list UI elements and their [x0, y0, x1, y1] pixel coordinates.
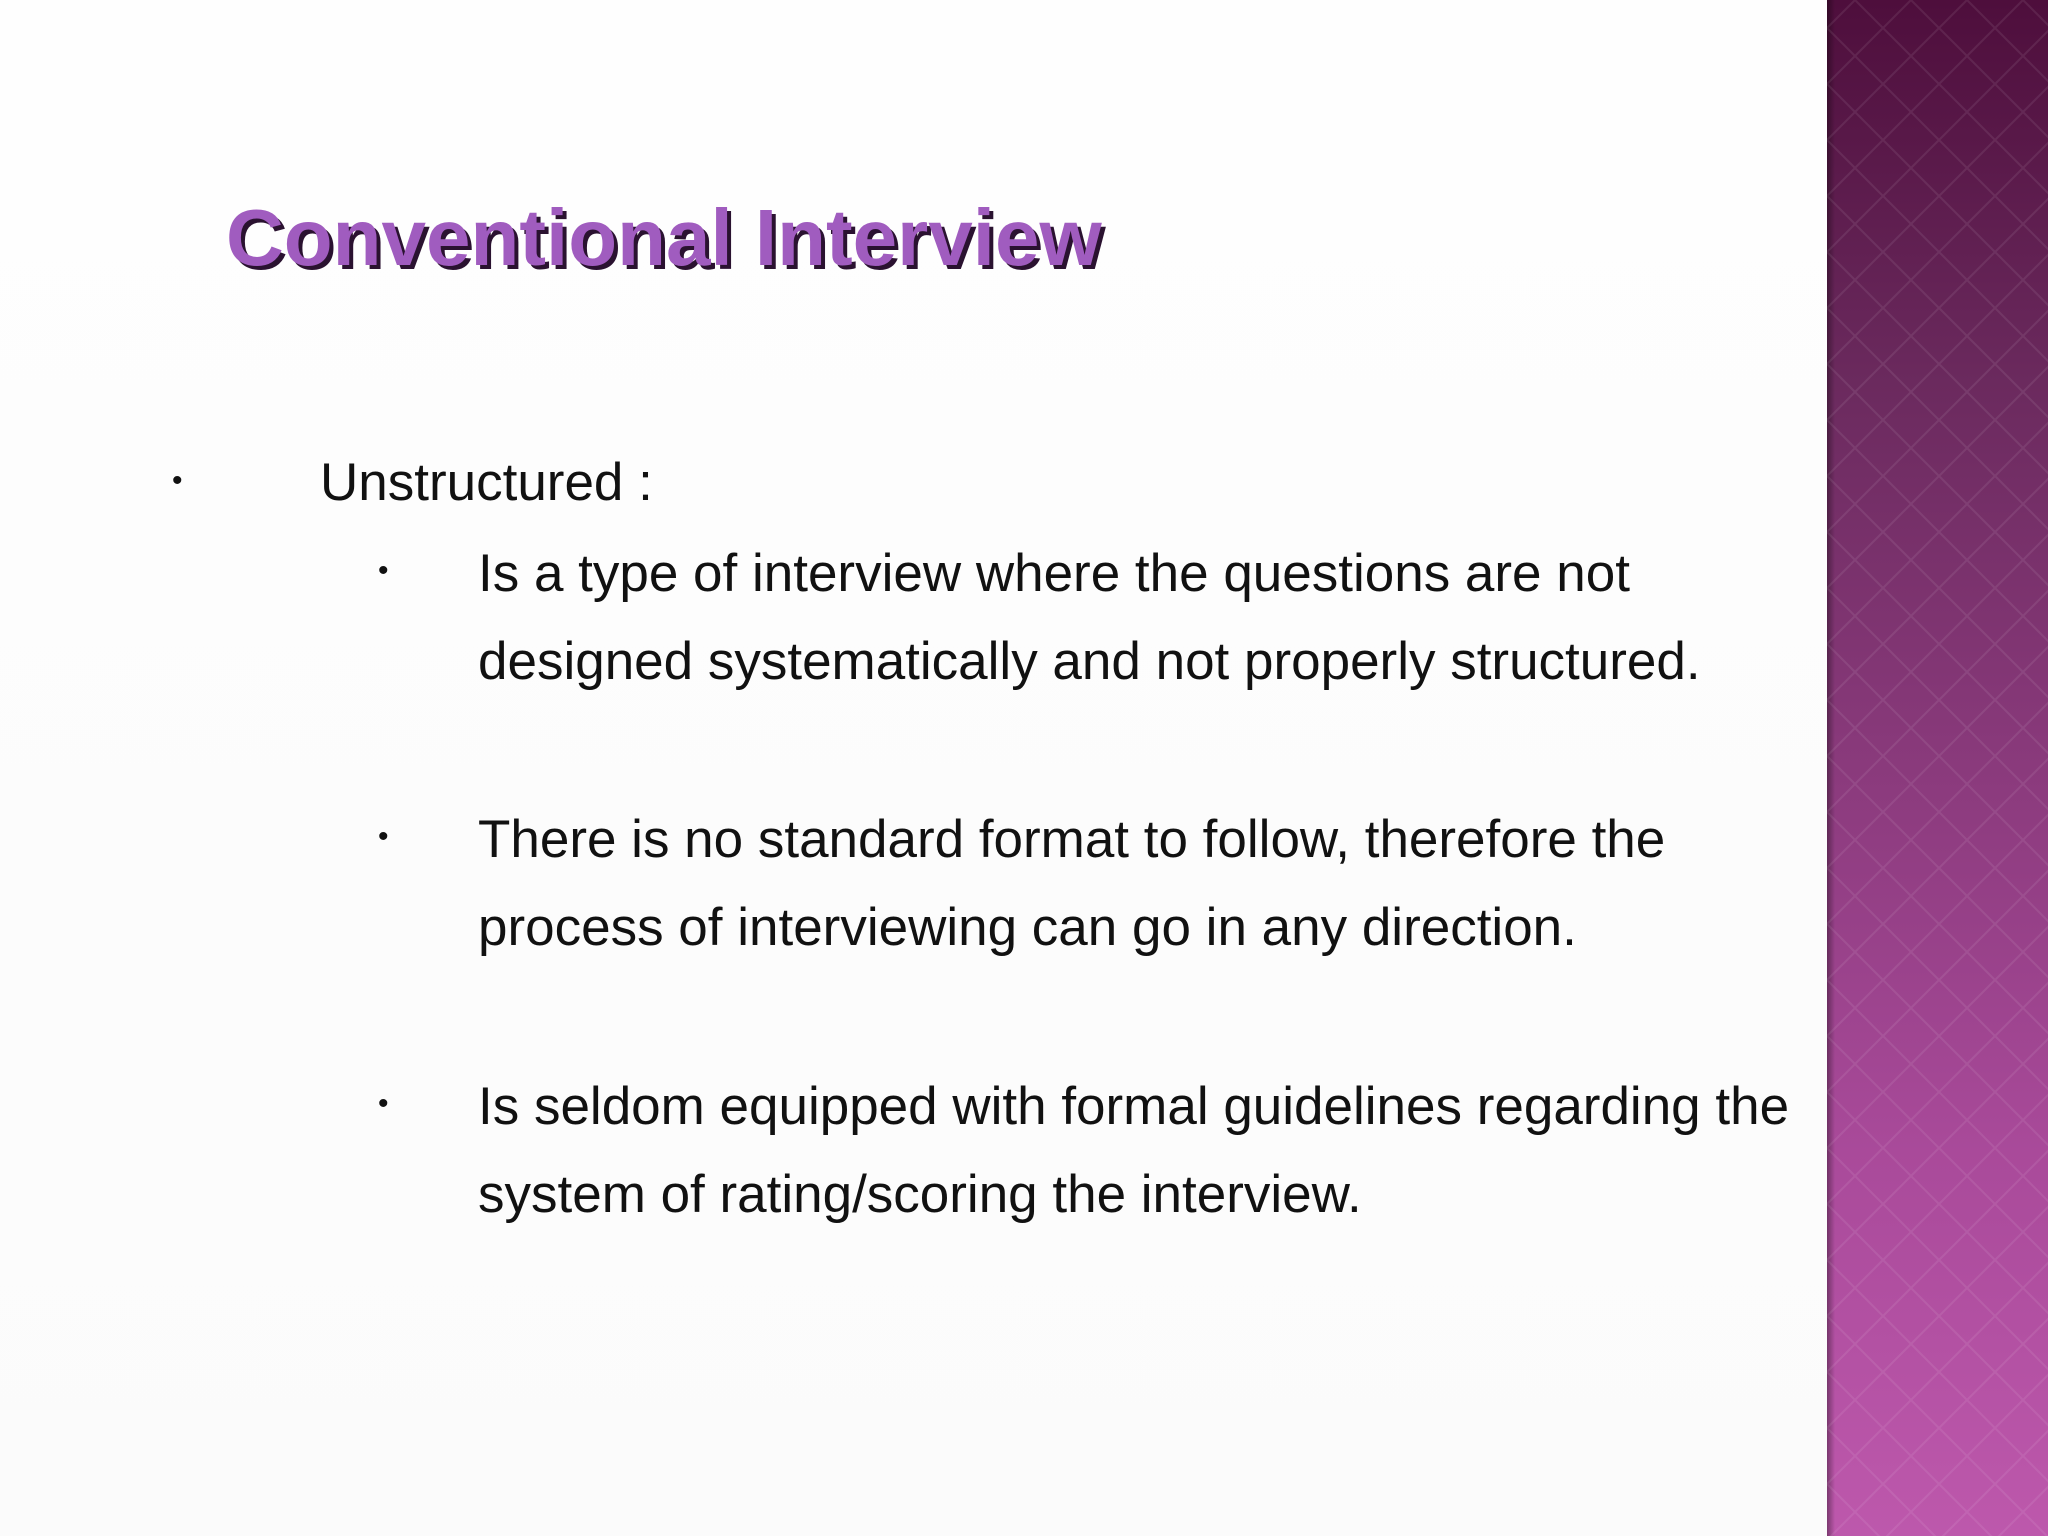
list-item-unstructured: Unstructured : [320, 453, 653, 512]
sub-list-item: Is a type of interview where the questions are not designed systematically and not properly structured. [478, 544, 1701, 691]
slide-title: Conventional Interview [226, 193, 1102, 282]
decorative-side-band [1827, 0, 2048, 1536]
bullet-icon: • [378, 1087, 389, 1120]
sub-list-item: Is seldom equipped with formal guidelines regarding the system of rating/scoring the interview. [478, 1077, 1790, 1224]
sub-list-item: There is no standard format to follow, therefore the process of interviewing can go in any direction. [478, 810, 1666, 957]
bullet-icon: • [172, 464, 183, 497]
bullet-icon: • [378, 820, 389, 853]
diamond-pattern [1827, 0, 2048, 1536]
bullet-icon: • [378, 554, 389, 587]
